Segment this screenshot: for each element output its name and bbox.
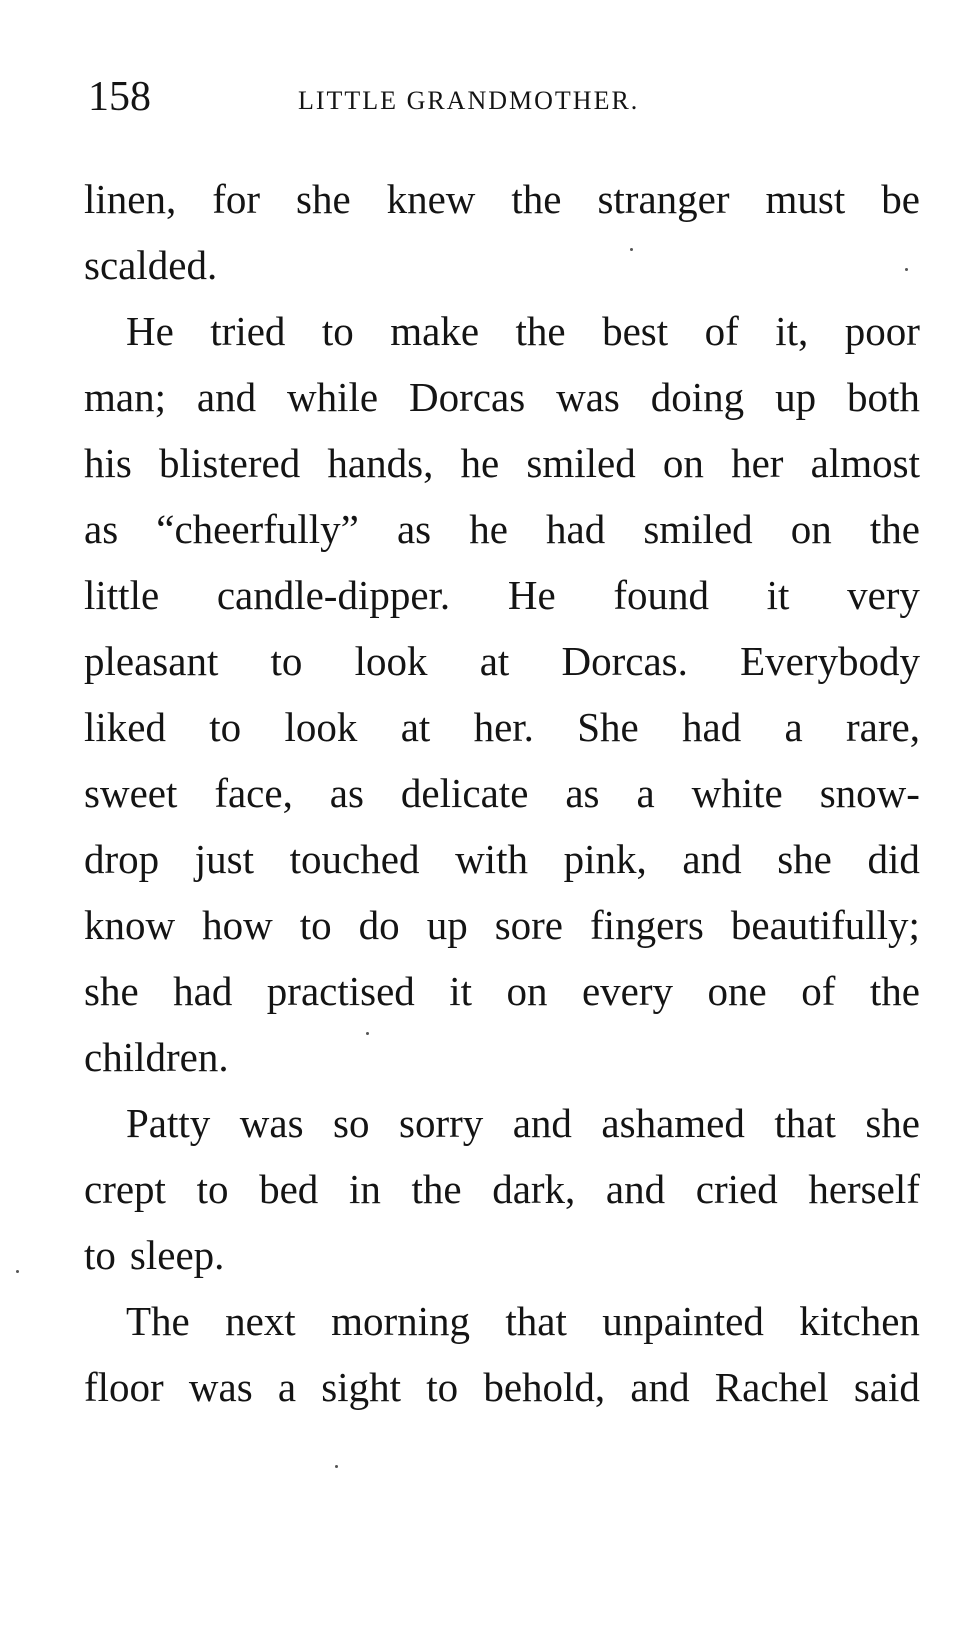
word: it, [775, 308, 809, 354]
word: it [766, 572, 790, 618]
word: had [173, 968, 233, 1014]
word: practised [266, 968, 415, 1014]
word: had [546, 506, 606, 552]
word: very [847, 572, 920, 618]
word: he [460, 440, 500, 486]
word: was [188, 1364, 253, 1410]
word: almost [810, 440, 920, 486]
word: face, [214, 770, 293, 816]
word: the [515, 308, 566, 354]
word: beautifully; [730, 902, 920, 948]
word: was [556, 374, 620, 420]
word: little [84, 572, 160, 618]
word: a [636, 770, 655, 816]
text-line [84, 1090, 920, 1156]
word: scalded. [84, 242, 218, 288]
word: children. [84, 1034, 229, 1080]
word: linen, [84, 176, 177, 222]
text-line [84, 1222, 920, 1288]
word: best [602, 308, 669, 354]
word: Dorcas. [561, 638, 688, 684]
word: sight [321, 1364, 402, 1410]
word: must [765, 176, 846, 222]
word: on [662, 440, 704, 486]
word: both [847, 374, 920, 420]
word: to [84, 1232, 116, 1278]
word: for [212, 176, 261, 222]
word: make [390, 308, 480, 354]
word: He [126, 308, 174, 354]
word: as [396, 506, 432, 552]
word: drop [84, 836, 160, 882]
word: look [354, 638, 428, 684]
word: Dorcas [409, 374, 526, 420]
text-line [84, 1354, 920, 1420]
word: up [426, 902, 468, 948]
running-title: LITTLE GRANDMOTHER. [298, 86, 640, 115]
print-speck [366, 1032, 369, 1035]
word: white [691, 770, 783, 816]
word: the [869, 968, 920, 1014]
word: delicate [400, 770, 529, 816]
word: as [565, 770, 600, 816]
word: pleasant [84, 638, 219, 684]
word: kitchen [799, 1298, 920, 1344]
word: smiled [643, 506, 753, 552]
word: be [881, 176, 920, 222]
word: as [84, 506, 119, 552]
text-line [84, 430, 920, 496]
word: was [239, 1100, 304, 1146]
word: ashamed [601, 1100, 745, 1146]
word: fingers [590, 902, 704, 948]
word: that [774, 1100, 836, 1146]
word: on [790, 506, 832, 552]
word: blistered [159, 440, 301, 486]
word: that [505, 1298, 567, 1344]
word: in [348, 1166, 381, 1212]
word: she [777, 836, 832, 882]
word: stranger [597, 176, 730, 222]
word: She [577, 704, 639, 750]
page-number: 158 [88, 74, 151, 120]
word: of [704, 308, 739, 354]
text-line [84, 1156, 920, 1222]
word: Rachel [714, 1364, 829, 1410]
word: Everybody [740, 638, 920, 684]
print-speck [16, 1270, 19, 1273]
print-speck [630, 248, 633, 251]
word: knew [386, 176, 476, 222]
word: it [449, 968, 473, 1014]
word: snow- [819, 770, 920, 816]
text-line [84, 958, 920, 1024]
word: the [869, 506, 920, 552]
word: dark, [492, 1166, 576, 1212]
text-line [84, 1024, 920, 1090]
word: up [775, 374, 817, 420]
word: to [321, 308, 354, 354]
word: how [202, 902, 273, 948]
text-line [84, 826, 920, 892]
word: man; [84, 374, 166, 420]
word: she [865, 1100, 920, 1146]
word: The [126, 1298, 190, 1344]
word: at [400, 704, 431, 750]
word: to [196, 1166, 229, 1212]
body-text [84, 166, 920, 1420]
word: tried [210, 308, 286, 354]
word: touched [289, 836, 420, 882]
word: the [511, 176, 562, 222]
word: look [284, 704, 358, 750]
word: and [682, 836, 742, 882]
word: floor [84, 1364, 164, 1410]
text-line [84, 1288, 920, 1354]
word: to [209, 704, 242, 750]
text-line [84, 892, 920, 958]
text-line [84, 364, 920, 430]
word: on [506, 968, 548, 1014]
word: to [270, 638, 303, 684]
word: doing [650, 374, 745, 420]
word: with [455, 836, 528, 882]
word: sweet [84, 770, 178, 816]
word: and [512, 1100, 572, 1146]
word: Patty [126, 1100, 211, 1146]
word: every [581, 968, 674, 1014]
word: had [682, 704, 742, 750]
word: poor [844, 308, 920, 354]
text-line [84, 232, 920, 298]
word: to [299, 902, 332, 948]
print-speck [335, 1465, 338, 1468]
word: rare, [846, 704, 920, 750]
word: pink, [563, 836, 647, 882]
word: she [295, 176, 351, 222]
word: “cheerfully” [156, 506, 359, 552]
word: the [411, 1166, 462, 1212]
text-line [84, 496, 920, 562]
word: she [84, 968, 139, 1014]
word: just [194, 836, 255, 882]
word: sore [494, 902, 564, 948]
print-speck [905, 268, 908, 271]
word: sorry [398, 1100, 484, 1146]
text-line [84, 760, 920, 826]
word: he [469, 506, 508, 552]
word: liked [84, 704, 166, 750]
word: bed [259, 1166, 319, 1212]
word: a [784, 704, 803, 750]
word: smiled [526, 440, 636, 486]
text-line [84, 562, 920, 628]
word: as [329, 770, 364, 816]
word: her [731, 440, 784, 486]
word: know [84, 902, 176, 948]
word: morning [331, 1298, 470, 1344]
word: at [479, 638, 510, 684]
word: found [613, 572, 709, 618]
text-line [84, 166, 920, 232]
word: herself [808, 1166, 920, 1212]
word: unpainted [602, 1298, 764, 1344]
word: his [84, 440, 132, 486]
word: so [333, 1100, 370, 1146]
word: of [801, 968, 836, 1014]
word: a [277, 1364, 297, 1410]
word: cried [695, 1166, 778, 1212]
word: next [225, 1298, 296, 1344]
word: crept [84, 1166, 166, 1212]
word: did [867, 836, 920, 882]
word: to [426, 1364, 459, 1410]
text-line [84, 628, 920, 694]
word: candle-dipper. [216, 572, 451, 618]
word: and [605, 1166, 666, 1212]
word: and [196, 374, 257, 420]
word: and [630, 1364, 690, 1410]
word: said [853, 1364, 920, 1410]
text-line [84, 694, 920, 760]
word: while [287, 374, 379, 420]
word: hands, [327, 440, 434, 486]
word: He [507, 572, 556, 618]
word: behold, [483, 1364, 606, 1410]
word: sleep. [129, 1232, 225, 1278]
text-line [84, 298, 920, 364]
running-head [88, 72, 948, 122]
word: do [358, 902, 400, 948]
word: one [707, 968, 767, 1014]
word: her. [473, 704, 534, 750]
